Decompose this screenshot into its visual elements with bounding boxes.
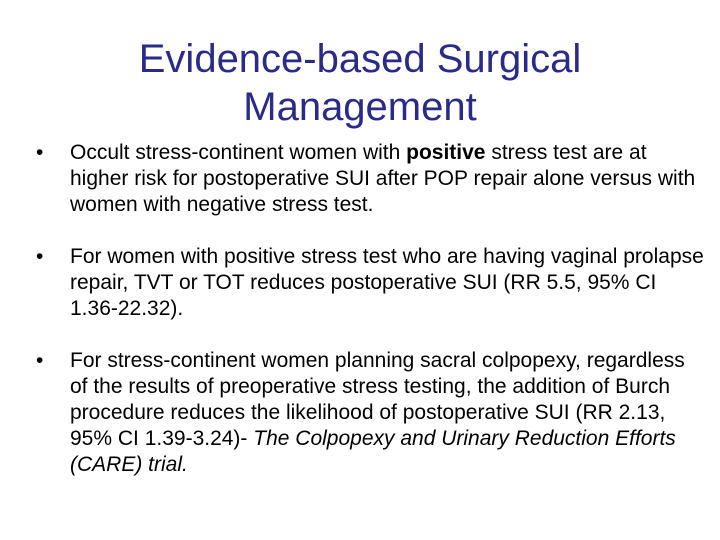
bullet-marker: • [36,349,44,372]
title-line-2: Management [243,84,477,129]
bullet-1-text: Occult stress-continent women with [70,141,407,164]
bullet-3-text: For stress-continent women planning sacral colpopexy, regardless of the results of preoperative stress testing, the addition of Burch procedure reduces the likelihood of postoperative SUI (RR 2.13, 95% CI 1.39-3.24)- [70,349,685,450]
bullet-item-2 [36,244,706,322]
bullet-item-1 [36,140,706,218]
bullet-2-text: For women with positive stress test who are having vaginal prolapse repair, TVT or TOT reduces postoperative SUI (RR 5.5, 95% CI 1.36-22.32). [70,245,704,320]
bullet-marker: • [36,141,44,164]
bullet-3-italic: The Colpopexy and Urinary Reduction Efforts (CARE) trial. [70,427,676,476]
bullet-list [36,140,706,478]
bullet-1-text-end: stress test are at higher risk for postoperative SUI after POP repair alone versus with women with negative stress test. [70,141,696,216]
bullet-item-3 [36,348,706,478]
bullet-marker: • [36,245,44,268]
bullet-1-bold: positive [406,141,486,164]
title-line-1: Evidence-based Surgical [138,36,582,81]
slide-title [0,35,720,131]
